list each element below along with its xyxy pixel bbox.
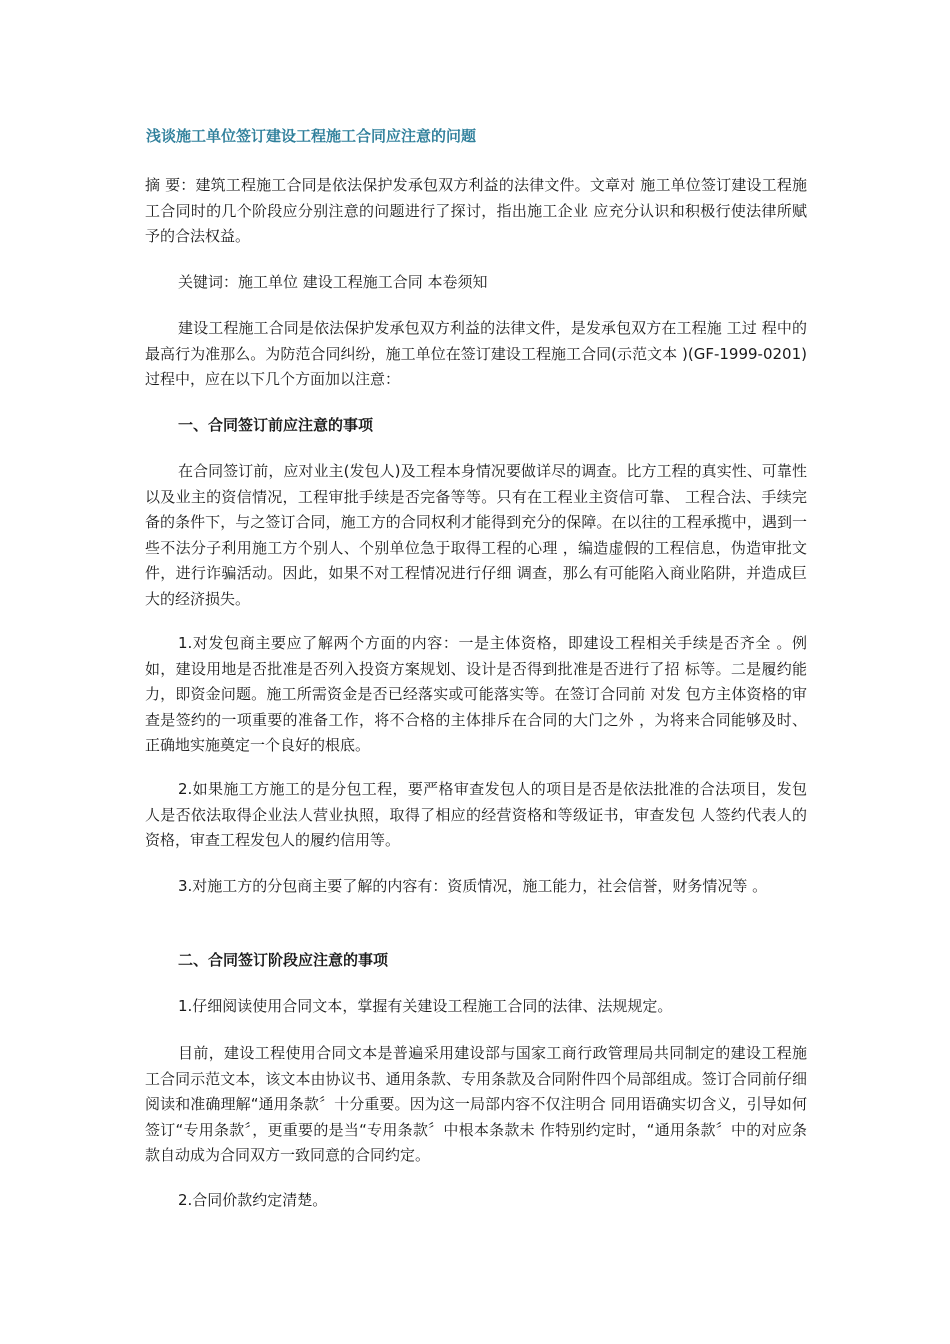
section-1-item-2: 2.如果施工方施工的是分包工程，要严格审查发包人的项目是否是依法批准的合法项目，发包人是否依法取得企业法人营业执照，取得了相应的经营资格和等级证书，审查发包 人签约代表人的资格，审查工程发包人的履约信用等。: [145, 780, 807, 849]
document-title: 浅谈施工单位签订建设工程施工合同应注意的问题: [146, 127, 477, 145]
section-2-item-2: 2.合同价款约定清楚。: [178, 1191, 328, 1209]
keywords-paragraph: 关键词：施工单位 建设工程施工合同 本卷须知: [178, 273, 488, 291]
intro-paragraph: 建设工程施工合同是依法保护发承包双方利益的法律文件，是发承包双方在工程施 工过 程中的最高行为准那么。为防范合同纠纷，施工单位在签订建设工程施工合同(示范文本 )(GF-1999-0201)过程中，应在以下几个方面加以注意：: [145, 319, 807, 388]
section-2-item-1: 1.仔细阅读使用合同文本，掌握有关建设工程施工合同的法律、法规规定。: [178, 997, 673, 1015]
section-1-heading: 一、合同签订前应注意的事项: [178, 416, 374, 434]
section-1-item-1: 1.对发包商主要应了解两个方面的内容：一是主体资格，即建设工程相关手续是否齐全 。例如，建设用地是否批准是否列入投资方案规划、设计是否得到批准是否进行了招 标等。二是履约能力，即资金问题。施工所需资金是否已经落实或可能落实等。在签订合同前 对发 包方主体资格的审查是签约的一项重要的准备工作，将不合格的主体排斥在合同的大门之外 ，为将来合同能够及时、正确地实施奠定一个良好的根底。: [145, 634, 807, 754]
abstract-paragraph: 摘 要：建筑工程施工合同是依法保护发承包双方利益的法律文件。文章对 施工单位签订建设工程施工合同时的几个阶段应分别注意的问题进行了探讨，指出施工企业 应充分认识和积极行使法律所赋予的合法权益。: [145, 176, 807, 245]
section-2-heading: 二、合同签订阶段应注意的事项: [178, 951, 389, 969]
section-2-paragraph: 目前，建设工程使用合同文本是普遍采用建设部与国家工商行政管理局共同制定的建设工程施工合同示范文本，该文本由协议书、通用条款、专用条款及合同附件四个局部组成。签订合同前仔细阅读和准确理解“通用条款〞十分重要。因为这一局部内容不仅注明合 同用语确实切含义，引导如何签订“专用条款〞，更重要的是当“专用条款〞中根本条款未 作特别约定时，“通用条款〞中的对应条款自动成为合同双方一致同意的合同约定。: [145, 1044, 807, 1164]
section-1-paragraph: 在合同签订前，应对业主(发包人)及工程本身情况要做详尽的调查。比方工程的真实性、可靠性以及业主的资信情况，工程审批手续是否完备等等。只有在工程业主资信可靠、 工程合法、手续完备的条件下，与之签订合同，施工方的合同权利才能得到充分的保障。在以往的工程承揽中，遇到一些不法分子利用施工方个别人、个别单位急于取得工程的心理 ，编造虚假的工程信息，伪造审批文件，进行诈骗活动。因此，如果不对工程情况进行仔细 调查，那么有可能陷入商业陷阱，并造成巨大的经济损失。: [145, 462, 807, 608]
section-1-item-3: 3.对施工方的分包商主要了解的内容有：资质情况，施工能力，社会信誉，财务情况等 。: [178, 877, 768, 895]
